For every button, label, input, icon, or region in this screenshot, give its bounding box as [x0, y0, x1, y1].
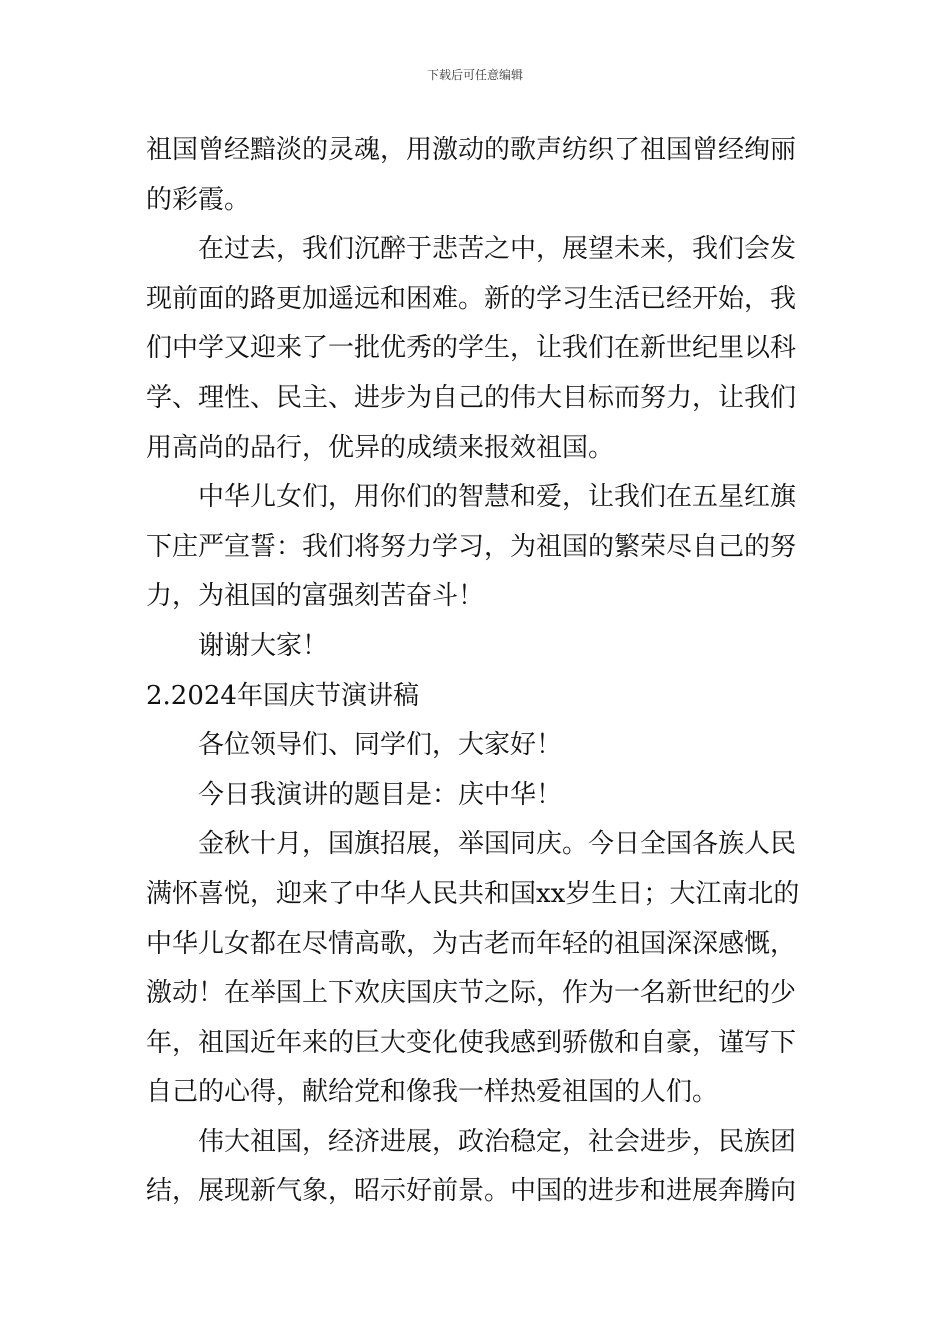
text-line: 力，为祖国的富强刻苦奋斗！ [146, 581, 485, 612]
text-line: 年，祖国近年来的巨大变化使我感到骄傲和自豪，谨写下 [146, 1027, 797, 1058]
text-line: 激动！在举国上下欢庆国庆节之际，作为一名新世纪的少 [146, 978, 797, 1009]
text-line: 学、理性、民主、进步为自己的伟大目标而努力，让我们 [146, 382, 797, 413]
paragraph-first-line: 今日我演讲的题目是：庆中华！ [198, 779, 563, 810]
paragraph-first-line: 在过去，我们沉醉于悲苦之中，展望未来，我们会发 [198, 234, 797, 265]
paragraph-first-line: 中华儿女们，用你们的智慧和爱，让我们在五星红旗 [198, 482, 797, 513]
text-line: 结，展现新气象，昭示好前景。中国的进步和进展奔腾向 [146, 1176, 797, 1207]
paragraph-first-line: 伟大祖国，经济进展，政治稳定，社会进步，民族团 [198, 1126, 797, 1157]
text-line: 用高尚的品行，优异的成绩来报效祖国。 [146, 432, 615, 463]
paragraph-first-line: 谢谢大家！ [198, 630, 329, 661]
text-line: 下庄严宣誓：我们将努力学习，为祖国的繁荣尽自己的努 [146, 531, 797, 562]
text-line: 现前面的路更加遥远和困难。新的学习生活已经开始，我 [146, 283, 797, 314]
text-line: 满怀喜悦，迎来了中华人民共和国xx岁生日；大江南北的 [146, 878, 800, 909]
text-line: 自己的心得，献给党和像我一样热爱祖国的人们。 [146, 1077, 719, 1108]
page-header: 下载后可任意编辑 [426, 68, 523, 82]
text-line: 中华儿女都在尽情高歌，为古老而年轻的祖国深深感慨， [146, 928, 797, 959]
text-line: 的彩霞。 [146, 184, 251, 215]
text-line: 祖国曾经黯淡的灵魂，用激动的歌声纺织了祖国曾经绚丽 [146, 135, 797, 165]
document-body [146, 126, 810, 1217]
paragraph-first-line: 各位领导们、同学们，大家好！ [198, 730, 563, 761]
paragraph-first-line: 金秋十月，国旗招展，举国同庆。今日全国各族人民 [198, 829, 797, 860]
text-line: 2.2024年国庆节演讲稿 [146, 680, 419, 711]
text-line: 们中学又迎来了一批优秀的学生，让我们在新世纪里以科 [146, 333, 797, 364]
